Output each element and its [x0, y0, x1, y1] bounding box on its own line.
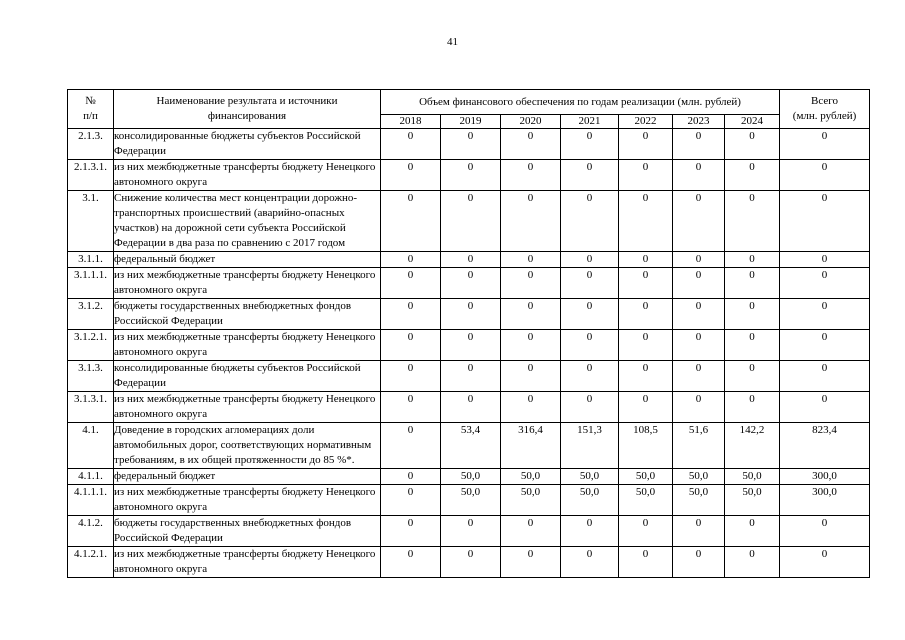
- header-name-label: Наименование результата и источники финансирования: [156, 95, 338, 122]
- year-value: 0: [673, 299, 725, 330]
- year-value: 0: [725, 191, 780, 252]
- year-value: 0: [673, 252, 725, 268]
- year-value: 0: [725, 516, 780, 547]
- year-value: 0: [725, 299, 780, 330]
- table-row: [68, 485, 870, 516]
- header-total-label: Всего (млн. рублей): [792, 95, 857, 122]
- page-number: 41: [447, 36, 458, 48]
- row-number: 4.1.1.1.: [68, 485, 114, 516]
- row-number: 2.1.3.: [68, 129, 114, 160]
- year-value: 0: [619, 129, 673, 160]
- header-years-group: [381, 90, 780, 115]
- year-value: 0: [725, 361, 780, 392]
- header-year: 2020: [501, 115, 561, 129]
- header-year: 2021: [561, 115, 619, 129]
- table-row: [68, 160, 870, 191]
- row-name: из них межбюджетные трансферты бюджету Ненецкого автономного округа: [114, 330, 381, 361]
- year-value: 0: [619, 191, 673, 252]
- year-value: 0: [619, 516, 673, 547]
- year-value: 51,6: [673, 423, 725, 469]
- year-value: 142,2: [725, 423, 780, 469]
- year-value: 0: [501, 252, 561, 268]
- row-total: 0: [780, 392, 870, 423]
- year-value: 0: [441, 129, 501, 160]
- row-name: консолидированные бюджеты субъектов Российской Федерации: [114, 129, 381, 160]
- year-value: 0: [501, 392, 561, 423]
- table-row: [68, 392, 870, 423]
- row-total: 0: [780, 160, 870, 191]
- table-row: [68, 330, 870, 361]
- year-value: 0: [725, 160, 780, 191]
- year-value: 0: [725, 392, 780, 423]
- year-value: 0: [725, 330, 780, 361]
- year-value: 0: [619, 160, 673, 191]
- year-value: 0: [561, 252, 619, 268]
- year-value: 53,4: [441, 423, 501, 469]
- row-name: Доведение в городских агломерациях доли автомобильных дорог, соответствующих нормативным требованиям, в их общей протяженности до 85 %*.: [114, 423, 381, 469]
- year-value: 316,4: [501, 423, 561, 469]
- year-value: 0: [561, 547, 619, 578]
- year-value: 0: [501, 191, 561, 252]
- year-value: 50,0: [725, 485, 780, 516]
- row-total: 0: [780, 268, 870, 299]
- year-value: 50,0: [441, 469, 501, 485]
- year-value: 0: [725, 547, 780, 578]
- year-value: 0: [381, 191, 441, 252]
- row-name: консолидированные бюджеты субъектов Российской Федерации: [114, 361, 381, 392]
- year-value: 0: [561, 299, 619, 330]
- row-name: из них межбюджетные трансферты бюджету Ненецкого автономного округа: [114, 547, 381, 578]
- year-value: 0: [381, 129, 441, 160]
- row-name: федеральный бюджет: [114, 252, 381, 268]
- row-name: федеральный бюджет: [114, 469, 381, 485]
- row-name: Снижение количества мест концентрации дорожно-транспортных происшествий (аварийно-опасных участков) на дорожной сети субъекта Российской Федерации в два раза по сравнению с 2017 годом: [114, 191, 381, 252]
- year-value: 0: [619, 392, 673, 423]
- year-value: 0: [673, 191, 725, 252]
- row-total: 300,0: [780, 485, 870, 516]
- year-value: 0: [561, 516, 619, 547]
- year-value: 0: [673, 547, 725, 578]
- year-value: 0: [619, 299, 673, 330]
- year-value: 0: [381, 392, 441, 423]
- row-number: 4.1.2.1.: [68, 547, 114, 578]
- year-value: 0: [673, 129, 725, 160]
- year-value: 0: [673, 361, 725, 392]
- row-number: 3.1.3.: [68, 361, 114, 392]
- year-value: 0: [441, 392, 501, 423]
- year-value: 0: [501, 330, 561, 361]
- year-value: 0: [441, 547, 501, 578]
- year-value: 0: [725, 252, 780, 268]
- year-value: 0: [441, 299, 501, 330]
- row-total: 0: [780, 361, 870, 392]
- year-value: 50,0: [619, 485, 673, 516]
- row-number: 4.1.1.: [68, 469, 114, 485]
- year-value: 0: [561, 268, 619, 299]
- row-total: 0: [780, 252, 870, 268]
- year-value: 0: [561, 330, 619, 361]
- header-year: 2023: [673, 115, 725, 129]
- year-value: 0: [725, 268, 780, 299]
- header-total: [780, 90, 870, 129]
- year-value: 0: [441, 252, 501, 268]
- row-total: 0: [780, 516, 870, 547]
- year-value: 0: [501, 361, 561, 392]
- year-value: 0: [561, 361, 619, 392]
- funding-table: [67, 89, 870, 578]
- table-row: [68, 516, 870, 547]
- year-value: 50,0: [501, 485, 561, 516]
- year-value: 0: [501, 129, 561, 160]
- year-value: 0: [381, 361, 441, 392]
- year-value: 0: [501, 160, 561, 191]
- year-value: 0: [561, 129, 619, 160]
- year-value: 0: [441, 191, 501, 252]
- table-row: [68, 252, 870, 268]
- year-value: 0: [619, 361, 673, 392]
- year-value: 0: [381, 423, 441, 469]
- row-total: 823,4: [780, 423, 870, 469]
- header-num-label: № п/п: [83, 95, 98, 122]
- year-value: 0: [725, 129, 780, 160]
- year-value: 0: [381, 469, 441, 485]
- row-number: 4.1.: [68, 423, 114, 469]
- year-value: 0: [619, 268, 673, 299]
- year-value: 50,0: [673, 485, 725, 516]
- year-value: 0: [673, 268, 725, 299]
- row-number: 3.1.3.1.: [68, 392, 114, 423]
- year-value: 0: [501, 299, 561, 330]
- year-value: 0: [673, 330, 725, 361]
- year-value: 0: [501, 516, 561, 547]
- year-value: 0: [441, 516, 501, 547]
- header-year: 2024: [725, 115, 780, 129]
- table-body: [68, 129, 870, 578]
- table-row: [68, 129, 870, 160]
- row-number: 3.1.1.1.: [68, 268, 114, 299]
- header-year: 2018: [381, 115, 441, 129]
- header-group-label: Объем финансового обеспечения по годам реализации (млн. рублей): [419, 96, 741, 108]
- year-value: 0: [619, 547, 673, 578]
- row-name: из них межбюджетные трансферты бюджету Ненецкого автономного округа: [114, 485, 381, 516]
- year-value: 0: [381, 485, 441, 516]
- year-value: 0: [381, 160, 441, 191]
- row-total: 0: [780, 547, 870, 578]
- year-value: 0: [501, 547, 561, 578]
- year-value: 0: [619, 330, 673, 361]
- table-row: [68, 547, 870, 578]
- table-row: [68, 423, 870, 469]
- year-value: 0: [561, 191, 619, 252]
- year-value: 0: [441, 268, 501, 299]
- row-number: 3.1.2.: [68, 299, 114, 330]
- year-value: 0: [673, 160, 725, 191]
- year-value: 0: [381, 516, 441, 547]
- row-name: из них межбюджетные трансферты бюджету Ненецкого автономного округа: [114, 160, 381, 191]
- year-value: 0: [561, 392, 619, 423]
- year-value: 50,0: [441, 485, 501, 516]
- table-row: [68, 268, 870, 299]
- year-value: 50,0: [561, 485, 619, 516]
- row-name: бюджеты государственных внебюджетных фондов Российской Федерации: [114, 516, 381, 547]
- row-total: 0: [780, 129, 870, 160]
- year-value: 0: [441, 160, 501, 191]
- year-value: 108,5: [619, 423, 673, 469]
- year-value: 151,3: [561, 423, 619, 469]
- year-value: 50,0: [561, 469, 619, 485]
- row-number: 4.1.2.: [68, 516, 114, 547]
- year-value: 0: [619, 252, 673, 268]
- row-total: 0: [780, 191, 870, 252]
- year-value: 50,0: [725, 469, 780, 485]
- table-row: [68, 299, 870, 330]
- header-name: [114, 90, 381, 129]
- table-row: [68, 191, 870, 252]
- year-value: 50,0: [619, 469, 673, 485]
- year-value: 0: [381, 268, 441, 299]
- row-number: 3.1.1.: [68, 252, 114, 268]
- year-value: 0: [441, 361, 501, 392]
- year-value: 0: [381, 330, 441, 361]
- table-row: [68, 469, 870, 485]
- row-name: из них межбюджетные трансферты бюджету Ненецкого автономного округа: [114, 268, 381, 299]
- header-year: 2019: [441, 115, 501, 129]
- year-value: 0: [673, 392, 725, 423]
- row-number: 3.1.: [68, 191, 114, 252]
- row-total: 0: [780, 299, 870, 330]
- row-number: 2.1.3.1.: [68, 160, 114, 191]
- year-value: 50,0: [673, 469, 725, 485]
- year-value: 0: [561, 160, 619, 191]
- table-row: [68, 361, 870, 392]
- year-value: 0: [673, 516, 725, 547]
- year-value: 0: [381, 299, 441, 330]
- header-year: 2022: [619, 115, 673, 129]
- row-name: бюджеты государственных внебюджетных фондов Российской Федерации: [114, 299, 381, 330]
- row-total: 300,0: [780, 469, 870, 485]
- year-value: 0: [381, 547, 441, 578]
- year-value: 0: [441, 330, 501, 361]
- year-value: 50,0: [501, 469, 561, 485]
- year-value: 0: [381, 252, 441, 268]
- year-value: 0: [501, 268, 561, 299]
- row-name: из них межбюджетные трансферты бюджету Ненецкого автономного округа: [114, 392, 381, 423]
- row-number: 3.1.2.1.: [68, 330, 114, 361]
- header-num: [68, 90, 114, 129]
- row-total: 0: [780, 330, 870, 361]
